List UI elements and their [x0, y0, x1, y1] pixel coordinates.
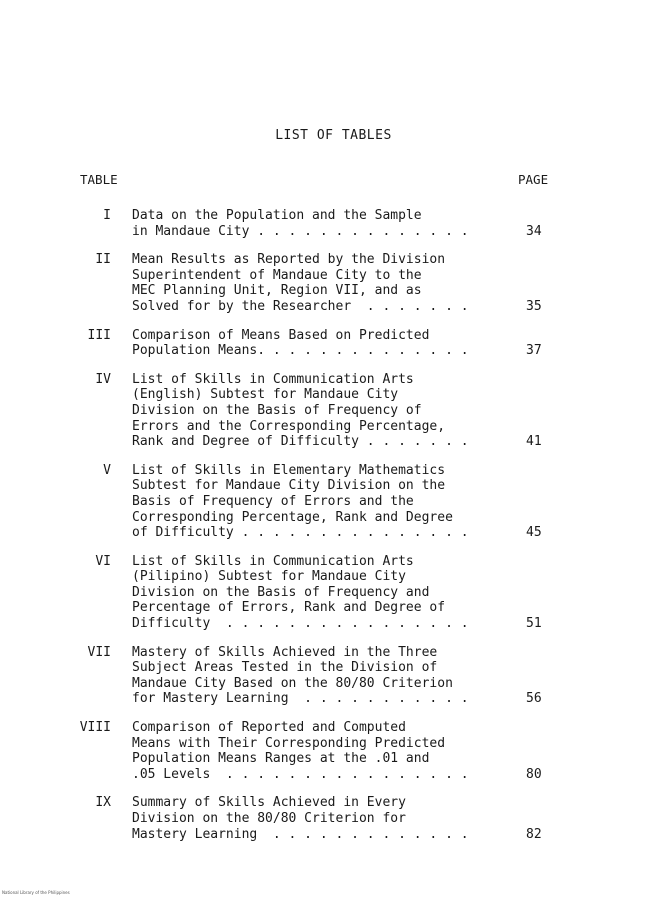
table-number: V — [103, 462, 111, 478]
page-column-header: PAGE — [518, 172, 549, 187]
table-description-line: Summary of Skills Achieved in Every — [132, 795, 406, 811]
page-number: 56 — [526, 691, 542, 707]
table-entry — [0, 554, 657, 632]
page-title: LIST OF TABLES — [275, 128, 392, 143]
table-description-line: (English) Subtest for Mandaue City — [132, 387, 399, 403]
table-entry — [0, 645, 657, 707]
table-number: I — [103, 208, 111, 223]
table-description — [132, 554, 512, 632]
table-description-line: Division on the Basis of Frequency of — [132, 402, 422, 418]
table-description-line: Basis of Frequency of Errors and the — [132, 493, 414, 509]
table-description-line: Difficulty . . . . . . . . . . . . . . . . — [132, 616, 469, 632]
table-description-line: for Mastery Learning . . . . . . . . . . . — [132, 691, 469, 707]
table-description-line: Corresponding Percentage, Rank and Degree — [132, 509, 453, 525]
table-entry — [0, 795, 657, 842]
table-number: IV — [95, 371, 111, 387]
table-description-line: Population Means. . . . . . . . . . . . . . — [132, 343, 469, 359]
table-description-line: Errors and the Corresponding Percentage, — [132, 418, 446, 434]
table-description-line: Percentage of Errors, Rank and Degree of — [132, 600, 446, 616]
page-number: 34 — [526, 223, 542, 239]
table-number: IX — [95, 795, 111, 811]
table-number: VII — [87, 644, 111, 660]
table-entry — [0, 252, 657, 314]
page-number: 45 — [526, 525, 542, 541]
table-description-line: Division on the 80/80 Criterion for — [132, 811, 406, 826]
table-description-line: in Mandaue City . . . . . . . . . . . . . . — [132, 223, 469, 239]
table-description-line: Mastery Learning . . . . . . . . . . . . . — [132, 826, 469, 842]
table-number: III — [87, 327, 111, 343]
table-description-line: Mastery of Skills Achieved in the Three — [132, 644, 438, 660]
page-number: 37 — [526, 343, 542, 359]
table-entry — [0, 208, 657, 239]
table-description-line: Solved for by the Researcher . . . . . . . — [132, 298, 469, 314]
table-description — [132, 252, 512, 314]
table-description-line: Subtest for Mandaue City Division on the — [132, 478, 446, 494]
table-description-line: MEC Planning Unit, Region VII, and as — [132, 283, 422, 299]
table-description-line: Comparison of Reported and Computed — [132, 720, 406, 736]
table-description-line: List of Skills in Communication Arts — [132, 553, 414, 569]
page-number: 80 — [526, 766, 542, 782]
table-description-line: Subject Areas Tested in the Division of — [132, 660, 438, 676]
table-description-line: List of Skills in Elementary Mathematics — [132, 462, 446, 478]
page-number: 82 — [526, 826, 542, 842]
table-description — [132, 328, 512, 359]
table-list — [0, 208, 657, 855]
table-description-line: List of Skills in Communication Arts — [132, 371, 414, 387]
table-entry — [0, 720, 657, 782]
archive-footer: National Library of the Philippines — [2, 890, 70, 895]
page-number: 41 — [526, 434, 542, 450]
table-entry — [0, 372, 657, 450]
table-description-line: Mandaue City Based on the 80/80 Criterion — [132, 675, 453, 691]
table-description — [132, 463, 512, 541]
table-entry — [0, 463, 657, 541]
table-number: VI — [95, 553, 111, 569]
table-description-line: Means with Their Corresponding Predicted — [132, 735, 446, 751]
table-number: II — [95, 252, 111, 268]
table-number: VIII — [79, 720, 111, 736]
table-description — [132, 795, 512, 842]
table-description-line: .05 Levels . . . . . . . . . . . . . . . . — [132, 766, 469, 782]
table-description-line: Rank and Degree of Difficulty . . . . . . . — [132, 434, 469, 450]
table-column-header: TABLE — [80, 172, 118, 187]
page-number: 35 — [526, 298, 542, 314]
table-description — [132, 720, 512, 782]
table-description-line: Population Means Ranges at the .01 and — [132, 751, 430, 767]
table-description — [132, 372, 512, 450]
table-description — [132, 645, 512, 707]
table-description-line: Division on the Basis of Frequency and — [132, 584, 430, 600]
table-description — [132, 208, 512, 239]
page-number: 51 — [526, 616, 542, 632]
table-entry — [0, 328, 657, 359]
table-description-line: Data on the Population and the Sample — [132, 208, 422, 223]
table-description-line: Superintendent of Mandaue City to the — [132, 267, 422, 283]
table-description-line: of Difficulty . . . . . . . . . . . . . . . — [132, 525, 469, 541]
table-description-line: Comparison of Means Based on Predicted — [132, 327, 430, 343]
table-description-line: Mean Results as Reported by the Division — [132, 252, 446, 268]
table-description-line: (Pilipino) Subtest for Mandaue City — [132, 569, 406, 585]
